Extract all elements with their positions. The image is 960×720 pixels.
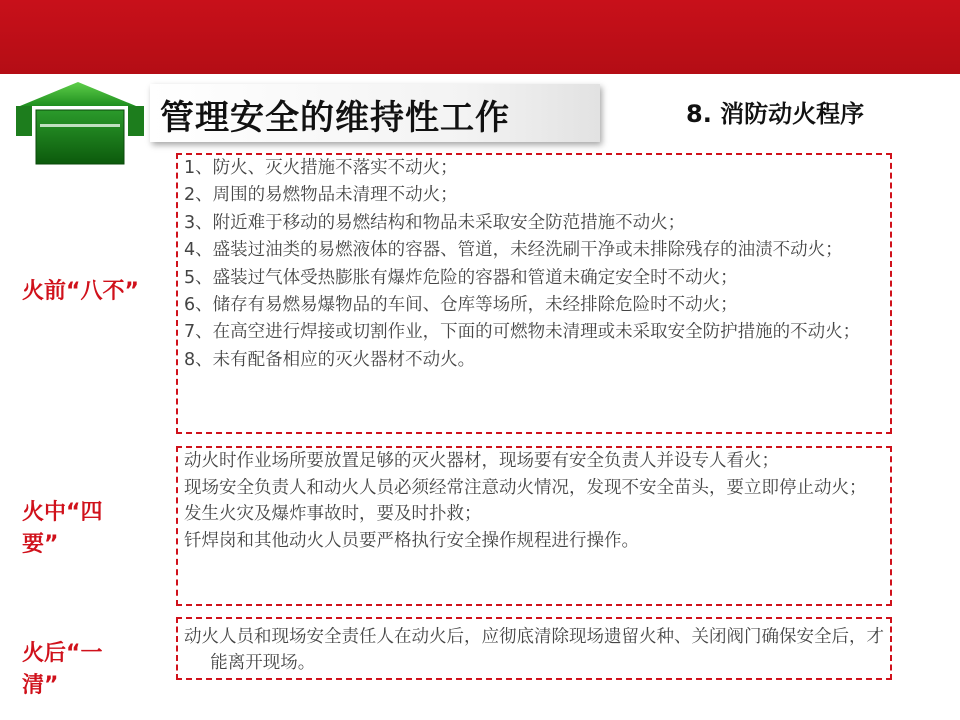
during-fire-label: 火中“四要”	[22, 500, 103, 557]
page-title: 管理安全的维持性工作	[160, 98, 510, 138]
list-item: 1、防火、灭火措施不落实不动火；	[184, 158, 458, 178]
list-item: 4、盛装过油类的易燃液体的容器、管道，未经洗刷干净或未排除残存的油渍不动火；	[184, 240, 843, 261]
green-house-icon	[14, 80, 146, 166]
list-item: 2、周围的易燃物品未清理不动火；	[184, 185, 458, 206]
during-fire-list	[184, 448, 886, 554]
list-item: 7、在高空进行焊接或切割作业，下面的可燃物未清理或未采取安全防护措施的不动火；	[184, 322, 861, 343]
before-fire-list	[184, 155, 886, 374]
top-red-banner	[0, 0, 960, 74]
list-item: 钎焊岗和其他动火人员要严格执行安全操作规程进行操作。	[184, 530, 639, 551]
section-subtitle: 8. 消防动火程序	[686, 100, 865, 128]
list-item: 6、储存有易燃易爆物品的车间、仓库等场所，未经排除危险时不动火；	[184, 295, 738, 316]
after-fire-box	[176, 617, 892, 680]
after-fire-list	[184, 624, 886, 676]
before-fire-box	[176, 153, 892, 434]
title-box	[150, 84, 600, 142]
list-item: 动火时作业场所要放置足够的灭火器材，现场要有安全负责人并设专人看火；	[184, 451, 779, 471]
before-fire-label: 火前“八不”	[22, 279, 139, 304]
list-item: 5、盛装过气体受热膨胀有爆炸危险的容器和管道未确定安全时不动火；	[184, 267, 738, 288]
list-item: 现场安全负责人和动火人员必须经常注意动火情况，发现不安全苗头，要立即停止动火；	[184, 477, 867, 498]
list-item: 动火人员和现场安全责任人在动火后，应彻底清除现场遗留火种、关闭阀门确保安全后，才能离开现场。	[184, 627, 884, 673]
list-item: 发生火灾及爆炸事故时，要及时扑救；	[184, 504, 482, 525]
during-fire-box	[176, 446, 892, 606]
list-item: 8、未有配备相应的灭火器材不动火。	[184, 349, 476, 370]
after-fire-label: 火后“一清”	[22, 641, 103, 698]
list-item: 3、附近难于移动的易燃结构和物品未采取安全防范措施不动火；	[184, 212, 686, 233]
